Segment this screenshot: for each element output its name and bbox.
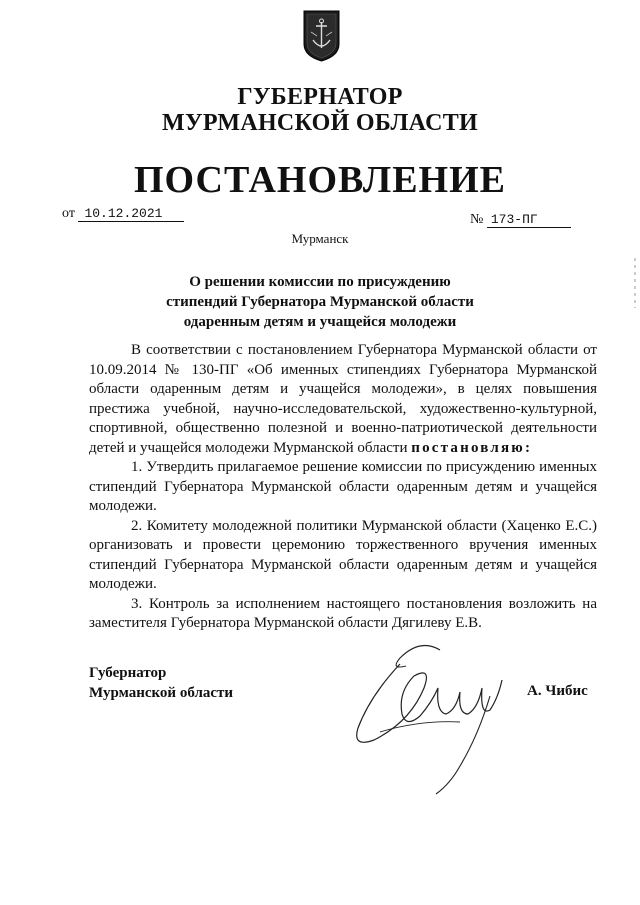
issuer-line-1: ГУБЕРНАТОР [237, 84, 403, 110]
signatory-title-line: Мурманской области [89, 685, 234, 701]
document-type-title: ПОСТАНОВЛЕНИЕ [133, 159, 507, 201]
date-prefix: от [62, 206, 75, 221]
city: Мурманск [291, 231, 349, 246]
document-number: 173-ПГ [487, 213, 571, 228]
document-body [89, 341, 597, 634]
intro-text: В соответствии с постановлением Губернатора Мурманской области от 10.09.2014 № 130-ПГ «Об именных стипендиях Губернатора Мурманской области одаренным детям и учащейся молодежи», в целях повышения престижа учебной, научно-исследовательской, художественно-культурной, спортивной, общественно полезной и военно-патриотической деятельности детей и учащейся молодежи Мурманской области [89, 342, 597, 456]
item-3: 3. Контроль за исполнением настоящего постановления возложить на заместителя Губернатора Мурманской области Дягилеву Е.В. [89, 595, 597, 631]
intro-paragraph [89, 341, 597, 458]
signatory-title [89, 663, 233, 703]
subject-line: О решении комиссии по присуждению [189, 274, 451, 290]
document-subject [120, 272, 520, 332]
murmansk-coat-of-arms-icon [303, 10, 340, 62]
item-1: 1. Утвердить прилагаемое решение комиссии по присуждению именных стипендий Губернатора Мурманской области одаренным детям и учащейся молодежи. [89, 459, 597, 514]
scan-edge-mark [633, 258, 637, 308]
subject-line: стипендий Губернатора Мурманской области [166, 294, 474, 310]
document-date: 10.12.2021 [78, 207, 184, 222]
resolve-word: постановляю: [411, 439, 533, 456]
item-2: 2. Комитету молодежной политики Мурманской области (Хаценко Е.С.) организовать и провести церемонию торжественного вручения именных стипендий Губернатора Мурманской области одаренным детям и учащейся молодежи. [89, 517, 597, 592]
subject-line: одаренным детям и учащейся молодежи [183, 314, 457, 330]
date-row [62, 206, 184, 222]
number-row [470, 212, 571, 228]
signatory-name: А. Чибис [527, 683, 588, 699]
number-prefix: № [470, 212, 484, 227]
handwritten-signature [340, 636, 540, 796]
signatory-title-line: Губернатор [89, 665, 167, 681]
issuer-line-2: МУРМАНСКОЙ ОБЛАСТИ [162, 110, 478, 136]
